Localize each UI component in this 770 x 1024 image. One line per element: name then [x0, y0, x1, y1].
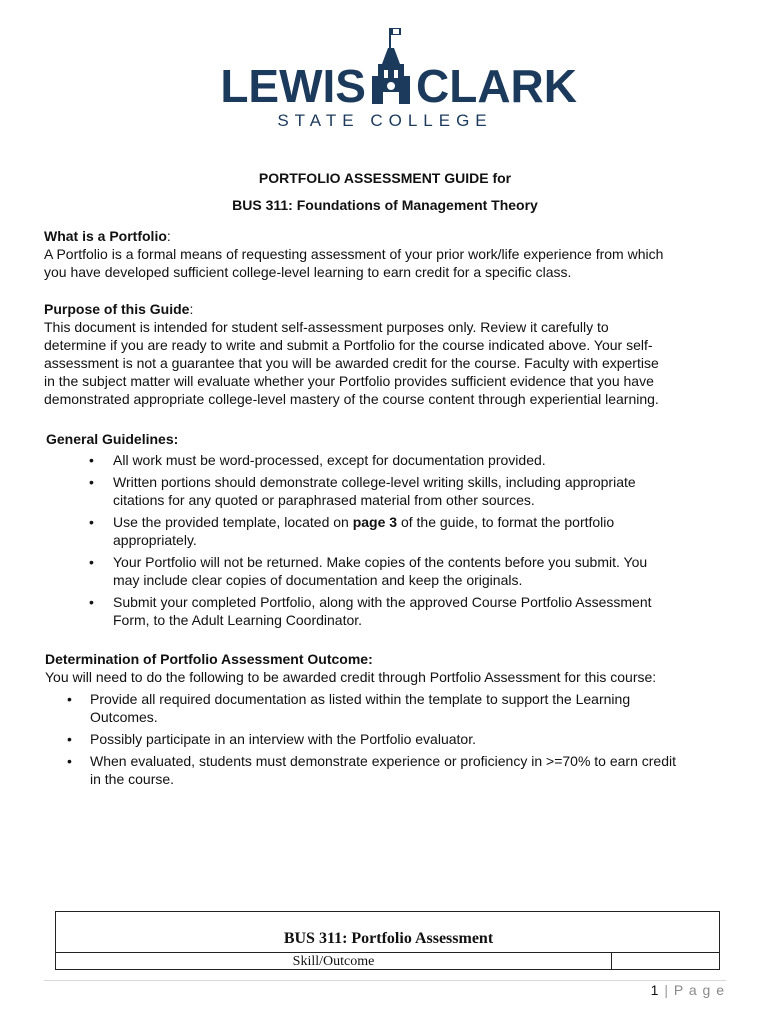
bullet-icon: • — [89, 452, 94, 468]
portfolio-assessment-table — [55, 911, 720, 970]
bullet-icon: • — [89, 594, 94, 610]
table-row — [56, 952, 719, 970]
logo-subtitle: STATE COLLEGE — [277, 111, 493, 130]
bullet-icon: • — [67, 731, 72, 747]
purpose-section: Purpose of this Guide: This document is intended for student self-assessment purposes only. Review it carefully to determine if you are ready to write and submit a Portfolio for the course indicated above. Your self- assessment is not a guarantee that you will be awarded credit for the course. Faculty with expertise in the subject matter will evaluate whether your Portfolio provides sufficient evidence that you have demonstrated appropriate college-level mastery of the course content through experiential learning. — [44, 300, 724, 408]
logo-right-word: CLARK — [416, 60, 577, 112]
what-heading: What is a Portfolio — [44, 228, 167, 244]
what-line-1: A Portfolio is a formal means of requesting assessment of your prior work/life experience from which — [44, 246, 664, 262]
page-footer — [651, 982, 725, 998]
bullet-icon: • — [89, 474, 94, 490]
title-line-2: BUS 311: Foundations of Management Theory — [232, 197, 538, 213]
determination-list — [45, 690, 725, 788]
logo-graphic — [0, 18, 770, 133]
purpose-line: determine if you are ready to write and submit a Portfolio for the course indicated above. Your self- — [44, 337, 653, 353]
document-title — [0, 165, 770, 219]
list-item: • Provide all required documentation as listed within the template to support the Learning Outcomes. — [67, 691, 631, 725]
determination-heading: Determination of Portfolio Assessment Outcome: — [45, 651, 373, 667]
guidelines-list — [46, 451, 726, 629]
bullet-icon: • — [89, 554, 94, 570]
what-line-2: you have developed sufficient college-level learning to earn credit for a specific class. — [44, 264, 572, 280]
purpose-line: This document is intended for student self-assessment purposes only. Review it carefully to — [44, 319, 609, 335]
list-item: • Use the provided template, located on page 3 of the guide, to format the portfolio appropriately. — [89, 514, 615, 548]
table-title: BUS 311: Portfolio Assessment — [283, 930, 494, 947]
page-number: 1 — [650, 982, 660, 998]
what-is-portfolio-section: What is a Portfolio: A Portfolio is a formal means of requesting assessment of your prior work/life experience from which you have developed sufficient college-level learning to earn credit for a specific class. — [44, 227, 724, 281]
list-item: • Your Portfolio will not be returned. Make copies of the contents before you submit. You may include clear copies of documentation and keep the originals. — [89, 554, 648, 588]
list-item: • Written portions should demonstrate college-level writing skills, including appropriate citations for any quoted or paraphrased material from other sources. — [89, 474, 636, 508]
purpose-line: assessment is not a guarantee that you will be awarded credit for the course. Faculty with expertise — [44, 355, 659, 371]
flag-mark — [393, 29, 399, 34]
logo-left-word: LEWIS — [220, 60, 366, 112]
page-reference: page 3 — [352, 514, 398, 530]
purpose-line: in the subject matter will evaluate whether your Portfolio provides sufficient evidence that you have — [44, 373, 654, 389]
guidelines-heading: General Guidelines: — [46, 431, 179, 447]
bullet-icon: • — [67, 753, 72, 769]
list-item: • Possibly participate in an interview with the Portfolio evaluator. — [67, 731, 476, 747]
purpose-heading: Purpose of this Guide — [44, 301, 190, 317]
determination-intro: You will need to do the following to be awarded credit through Portfolio Assessment for this course: — [45, 669, 657, 685]
purpose-line: demonstrated appropriate college-level mastery of the course content through experiential learning. — [44, 391, 659, 407]
bullet-icon: • — [67, 691, 72, 707]
list-item: • All work must be word-processed, except for documentation provided. — [89, 452, 546, 468]
page-label: P a g e — [673, 982, 725, 998]
list-item: • When evaluated, students must demonstrate experience or proficiency in >=70% to earn credit in the course. — [67, 753, 676, 787]
determination-section — [45, 650, 725, 792]
footer-divider — [44, 980, 726, 981]
list-item: • Submit your completed Portfolio, along with the approved Course Portfolio Assessment Form, to the Adult Learning Coordinator. — [89, 594, 652, 628]
footer-separator: | — [664, 982, 669, 998]
title-line-1: PORTFOLIO ASSESSMENT GUIDE for — [258, 170, 512, 186]
bullet-icon: • — [89, 514, 94, 530]
table-header-cell: Skill/Outcome — [56, 953, 612, 970]
college-logo — [0, 18, 770, 133]
guidelines-section — [46, 430, 726, 633]
